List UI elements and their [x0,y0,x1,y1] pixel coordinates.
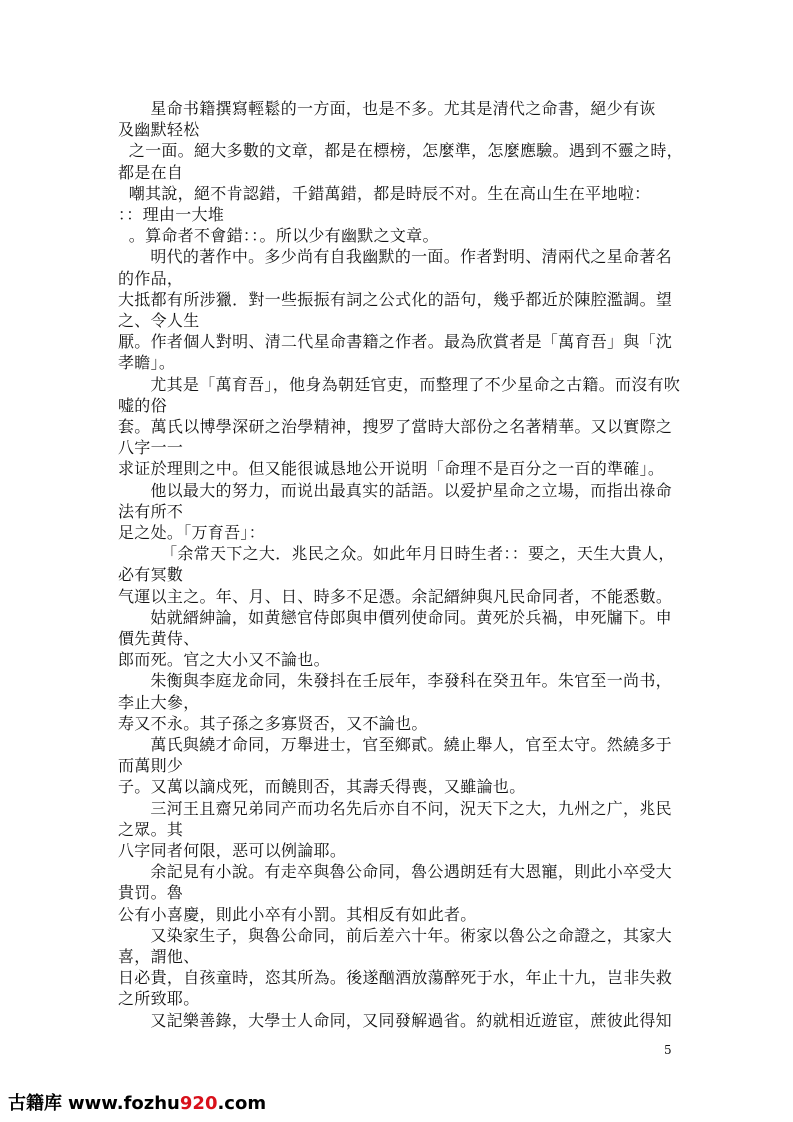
text-line: 八字同者何限，恶可以例論耶。 [118,841,347,860]
text-line: 及幽默轻松 [118,120,200,140]
text-line: 他以最大的努力，而说出最真实的話語。以爱护星命之立場，而指出祿命 [118,480,672,500]
text-line: 李止大參， [118,692,200,712]
text-line: 星命书籍撰寫輕鬆的一方面，也是不多。尤其是清代之命書，絕少有诙 [118,99,656,118]
watermark-url-suffix: .com [217,1093,267,1114]
text-line: 气運以主之。年、月、日、時多不足憑。余記縉紳與凡民命同者，不能悉數。 [118,586,673,606]
text-line: 余記見有小說。有走卒與魯公命同，魯公遇朗廷有大恩寵，則此小卒受大 [118,862,672,882]
text-line: 寿又不永。其子孫之多寡贤否，又不論也。 [118,713,428,733]
text-line: 公有小喜慶，則此小卒有小罰。其相反有如此者。 [118,904,477,924]
text-line: 又記樂善錄，大學士人命同，又同發解過省。約就相近遊宦，蔗彼此得知 [118,1010,672,1030]
text-line: 之眾。其 [118,819,184,839]
text-line: 都是在自 [118,162,184,182]
text-line: 。算命者不會錯：：。所以少有幽默之文章。 [118,226,439,246]
text-line: 萬氏與繞才命同，万舉进士，官至鄉貳。繞止舉人，官至太守。然繞多于 [118,735,672,754]
text-line: 足之处。「万育吾」： [118,523,266,542]
text-line: 之所致耶。 [118,989,200,1009]
text-line: 明代的著作中。多少尚有自我幽默的一面。作者對明、清兩代之星命著名 [118,247,672,267]
text-line: 法有所不 [118,501,184,521]
text-line: 的作品， [118,268,184,288]
text-line: 求证於理則之中。但又能很诚恳地公开说明「命理不是百分之一百的準確」。 [118,459,665,479]
text-line: 套。萬氏以博學深研之治學精神，搜罗了當時大部份之名著精華。又以實際之 [118,417,673,436]
text-line: 三河王且齋兄弟同产而功名先后亦自不问，況天下之大，九州之广，兆民 [118,798,672,818]
text-line: 價先黄侍、 [118,629,200,648]
text-line: 貴罚。魯 [118,883,184,903]
text-line: 喜，謂他、 [118,947,200,966]
text-line: 子。又萬以謫戍死，而饒則否，其壽夭得喪，又雖論也。 [118,777,526,797]
text-line: 孝瞻」。 [118,353,176,373]
text-line: 郎而死。官之大小又不論也。 [118,650,330,670]
text-line: 姑就縉紳論，如黄戀官侍郎與申價列使命同。黄死於兵禍，申死牖下。申 [118,607,672,627]
text-line: 朱衡與李庭龙命同，朱發抖在壬辰年，李發科在癸丑年。朱官至一尚书， [118,671,672,691]
page-number: 5 [664,1043,672,1057]
text-line: 「余常天下之大．兆民之众。如此年月日時生者：：要之，天生大貴人， [118,544,675,564]
text-line: 之一面。絕大多數的文章，都是在標榜，怎麼準，怎麼應驗。遇到不靈之時， [118,141,683,161]
text-line: 尤其是「萬育吾」，他身為朝廷官吏，而整理了不少星命之古籍。而沒有吹 [118,374,681,394]
text-line: 嘲其說，絕不肯認錯，千錯萬錯，都是時辰不对。生在高山生在平地啦： [118,183,651,203]
text-line: ：：理由一大堆 [118,205,225,224]
watermark-url [68,1093,266,1114]
text-line: 大抵都有所涉獵．對一些振振有詞之公式化的語句，幾乎都近於陳腔濫調。望 [118,289,673,309]
watermark-url-prefix: www.fozhu [68,1093,180,1114]
watermark-url-number: 920 [179,1093,218,1114]
text-line: 嘘的俗 [118,395,167,415]
watermark-site-name: 古籍库 [8,1093,62,1114]
text-line: 又染家生子，與魯公命同，前后差六十年。術家以魯公之命證之，其家大 [118,925,672,945]
text-line: 必有冥數 [118,565,184,585]
text-line: 之、令人生 [118,311,200,330]
text-line: 厭。作者個人對明、清二代星命書籍之作者。最為欣賞者是「萬育吾」與「沈 [118,332,673,352]
text-line: 日必貴，自孩童時，恣其所為。後遂酗酒放蕩醉死于水，年止十九，岂非失救 [118,968,673,988]
text-line: 八字一一 [118,438,184,458]
text-line: 而萬則少 [118,756,184,776]
watermark [8,1089,266,1115]
